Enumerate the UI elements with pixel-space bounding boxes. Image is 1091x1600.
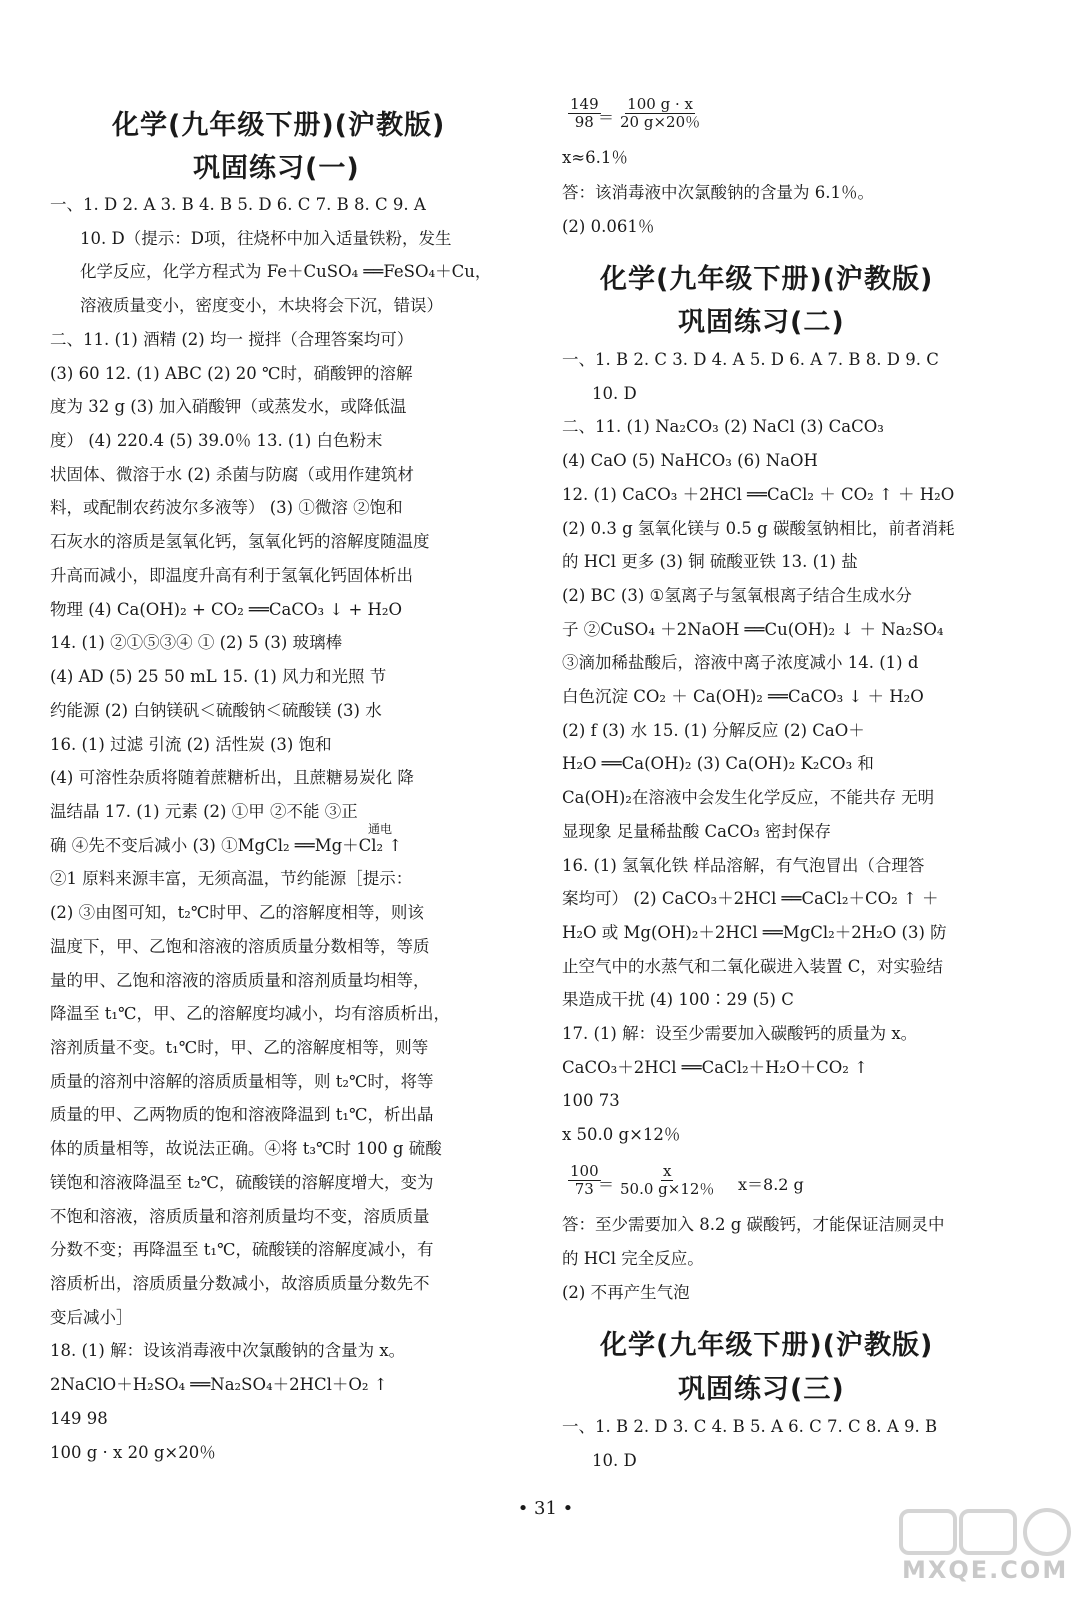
answer-line: 状固体、微溶于水 (2) 杀菌与防腐（或用作建筑材 [50, 464, 414, 484]
answer-line: (2) 0.3 g 氢氧化镁与 0.5 g 碳酸氢钠相比，前者消耗 [562, 518, 955, 538]
answer-line: 10. D [592, 1451, 637, 1470]
answer-line: 16. (1) 过滤 引流 (2) 活性炭 (3) 饱和 [50, 734, 332, 754]
answer-line: 答：至少需要加入 8.2 g 碳酸钙，才能保证洁厕灵中 [562, 1215, 945, 1234]
fraction-denominator: 73 [574, 1180, 594, 1198]
answer-line: 量的甲、乙饱和溶液的溶质质量和溶剂质量均相等， [50, 970, 430, 990]
answer-line: H₂O ══Ca(OH)₂ (3) Ca(OH)₂ K₂CO₃ 和 [562, 754, 874, 774]
fraction-numerator: x [662, 1162, 672, 1180]
answer-line: (2) 0.061％ [562, 217, 655, 236]
answer-line: 二、11. (1) 酒精 (2) 均一 搅拌（合理答案均可） [50, 329, 414, 349]
answer-line: 质量的溶剂中溶解的溶质质量相等，则 t₂℃时，将等 [50, 1071, 434, 1091]
answer-line: (2) 不再产生气泡 [562, 1283, 690, 1302]
fraction-numerator: 149 [570, 95, 599, 113]
answer-line: 确 ④先不变后减小 (3) ①MgCl₂ ══Mg＋Cl₂ ↑ [50, 835, 403, 855]
answer-line: (4) AD (5) 25 50 mL 15. (1) 风力和光照 节 [50, 667, 387, 687]
answer-line: Ca(OH)₂在溶液中会发生化学反应，不能共存 无明 [562, 788, 935, 808]
fraction-denominator: 98 [574, 113, 594, 131]
answer-line: 子 ②CuSO₄ ＋2NaOH ══Cu(OH)₂ ↓ ＋ Na₂SO₄ [562, 619, 944, 639]
equals-sign: ＝ [598, 1175, 615, 1194]
answer-line: 149 98 [50, 1408, 108, 1428]
answer-line: 2NaClO＋H₂SO₄ ══Na₂SO₄＋2HCl＋O₂ ↑ [50, 1375, 388, 1395]
answer-line: 100 73 [562, 1091, 620, 1111]
answer-line: 显现象 足量稀盐酸 CaCO₃ 密封保存 [562, 821, 831, 841]
section-subtitle-1: 巩固练习(一) [193, 153, 360, 184]
answer-line: 溶质析出，溶质质量分数减小，故溶质质量分数先不 [50, 1274, 430, 1294]
answer-line: 一、1. B 2. D 3. C 4. B 5. A 6. C 7. C 8. A 9. B [562, 1417, 938, 1436]
answer-line: 答：该消毒液中次氯酸钠的含量为 6.1％。 [562, 183, 874, 202]
answer-line: (3) 60 12. (1) ABC (2) 20 ℃时，硝酸钾的溶解 [50, 363, 413, 383]
answer-line: 10. D（提示：D项，往烧杯中加入适量铁粉，发生 [80, 228, 452, 248]
answer-line: 约能源 (2) 白钠镁矾＜硫酸钠＜硫酸镁 (3) 水 [50, 700, 382, 720]
answer-line: 分数不变；再降温至 t₁℃，硫酸镁的溶解度减小，有 [50, 1240, 434, 1260]
answer-line: 溶液质量变小，密度变小，木块将会下沉，错误） [80, 296, 443, 316]
fraction-result: x＝8.2 g [738, 1175, 804, 1194]
answer-line: (2) ③由图可知，t₂℃时甲、乙的溶解度相等，则该 [50, 903, 424, 923]
fraction-denominator: 50.0 g×12％ [620, 1180, 715, 1198]
answer-line: 体的质量相等，故说法正确。④将 t₃℃时 100 g 硫酸 [50, 1139, 442, 1159]
answer-line: 果造成干扰 (4) 100∶29 (5) C [562, 990, 794, 1010]
answer-line: 14. (1) ②①⑤③④ ① (2) 5 (3) 玻璃棒 [50, 633, 343, 653]
answer-line: (4) 可溶性杂质将随着蔗糖析出，且蔗糖易炭化 降 [50, 768, 414, 788]
answer-line: x 50.0 g×12％ [562, 1125, 681, 1145]
answer-line: 度） (4) 220.4 (5) 39.0％ 13. (1) 白色粉末 [50, 431, 383, 451]
answer-line: CaCO₃＋2HCl ══CaCl₂＋H₂O＋CO₂ ↑ [562, 1057, 868, 1077]
answer-line: 溶剂质量不变。t₁℃时，甲、乙的溶解度相等，则等 [50, 1038, 429, 1057]
answer-line: (4) CaO (5) NaHCO₃ (6) NaOH [562, 451, 818, 471]
answer-line: 质量的甲、乙两物质的饱和溶液降温到 t₁℃，析出晶 [50, 1105, 434, 1125]
answer-line: x≈6.1％ [562, 148, 628, 167]
page-number: • 31 • [517, 1498, 574, 1519]
answer-line: 案均可） (2) CaCO₃＋2HCl ══CaCl₂＋CO₂ ↑ ＋ [562, 889, 939, 909]
answer-line: 17. (1) 解：设至少需要加入碳酸钙的质量为 x。 [562, 1024, 918, 1043]
fraction-149-98 [568, 96, 601, 131]
watermark-text: MXQE.COM [902, 1556, 1069, 1584]
section-subtitle-2: 巩固练习(二) [678, 307, 845, 338]
fraction-denominator: 20 g×20％ [620, 113, 701, 131]
answer-line: 升高而减小，即温度升高有利于氢氧化钙固体析出 [50, 565, 413, 585]
answer-line: 的 HCl 完全反应。 [562, 1249, 704, 1268]
answer-line: 物理 (4) Ca(OH)₂ + CO₂ ══CaCO₃ ↓ + H₂O [50, 599, 403, 619]
section-title-3: 化学(九年级下册)(沪教版) [600, 1330, 934, 1361]
answer-line: 一、1. D 2. A 3. B 4. B 5. D 6. C 7. B 8. C 9. A [50, 195, 426, 214]
answer-line: 18. (1) 解：设该消毒液中次氯酸钠的含量为 x。 [50, 1341, 406, 1361]
fraction-x-50g [618, 1163, 716, 1198]
answer-line: H₂O 或 Mg(OH)₂＋2HCl ══MgCl₂＋2H₂O (3) 防 [562, 922, 947, 942]
answer-line: 16. (1) 氢氧化铁 样品溶解，有气泡冒出（合理答 [562, 855, 925, 875]
answer-line: 降温至 t₁℃，甲、乙的溶解度均减小，均有溶质析出， [50, 1004, 450, 1024]
answer-line: 石灰水的溶质是氢氧化钙，氢氧化钙的溶解度随温度 [50, 532, 430, 552]
answer-line: 料，或配制农药波尔多液等） (3) ①微溶 ②饱和 [50, 498, 403, 518]
equals-sign: ＝ [598, 108, 615, 127]
fraction-numerator: 100 [570, 1162, 599, 1180]
answer-line: 白色沉淀 CO₂ ＋ Ca(OH)₂ ══CaCO₃ ↓ ＋ H₂O [562, 687, 924, 706]
fraction-100gx [618, 96, 702, 131]
answer-line: 化学反应，化学方程式为 Fe＋CuSO₄ ══FeSO₄＋Cu， [80, 262, 492, 282]
answer-line: 不饱和溶液，溶质质量和溶剂质量均不变，溶质质量 [50, 1206, 430, 1226]
answer-line: 一、1. B 2. C 3. D 4. A 5. D 6. A 7. B 8. D 9. C [562, 350, 939, 369]
answer-line: 二、11. (1) Na₂CO₃ (2) NaCl (3) CaCO₃ [562, 417, 884, 437]
section-subtitle-3: 巩固练习(三) [678, 1374, 845, 1405]
answer-line: 度为 32 g (3) 加入硝酸钾（或蒸发水，或降低温 [50, 397, 407, 417]
answer-line: 止空气中的水蒸气和二氧化碳进入装置 C，对实验结 [562, 956, 943, 976]
answer-line: 温度下，甲、乙饱和溶液的溶质质量分数相等，等质 [50, 936, 430, 956]
fraction-numerator: 100 g · x [627, 95, 693, 113]
answer-line: 温结晶 17. (1) 元素 (2) ①甲 ②不能 ③正 [50, 801, 358, 821]
answer-line: 镁饱和溶液降温至 t₂℃，硫酸镁的溶解度增大，变为 [50, 1172, 434, 1192]
electrolysis-condition-label: 通电 [368, 821, 393, 836]
answer-line: 12. (1) CaCO₃ ＋2HCl ══CaCl₂ ＋ CO₂ ↑ ＋ H₂O [562, 484, 955, 504]
answer-line: 10. D [592, 383, 637, 403]
answer-line: 100 g · x 20 g×20％ [50, 1442, 216, 1462]
section-title-2: 化学(九年级下册)(沪教版) [600, 264, 934, 295]
answer-line: ②1 原料来源丰富，无须高温，节约能源［提示： [50, 869, 413, 889]
section-title-1: 化学(九年级下册)(沪教版) [112, 110, 446, 141]
answer-line: ③滴加稀盐酸后，溶液中离子浓度减小 14. (1) d [562, 653, 919, 673]
answer-line: (2) f (3) 水 15. (1) 分解反应 (2) CaO＋ [562, 720, 865, 740]
answer-line: 变后减小］ [50, 1307, 133, 1327]
fraction-100-73 [568, 1163, 601, 1198]
answer-line: (2) BC (3) ①氢离子与氢氧根离子结合生成水分 [562, 585, 912, 605]
answer-line: 的 HCl 更多 (3) 铜 硫酸亚铁 13. (1) 盐 [562, 552, 858, 572]
